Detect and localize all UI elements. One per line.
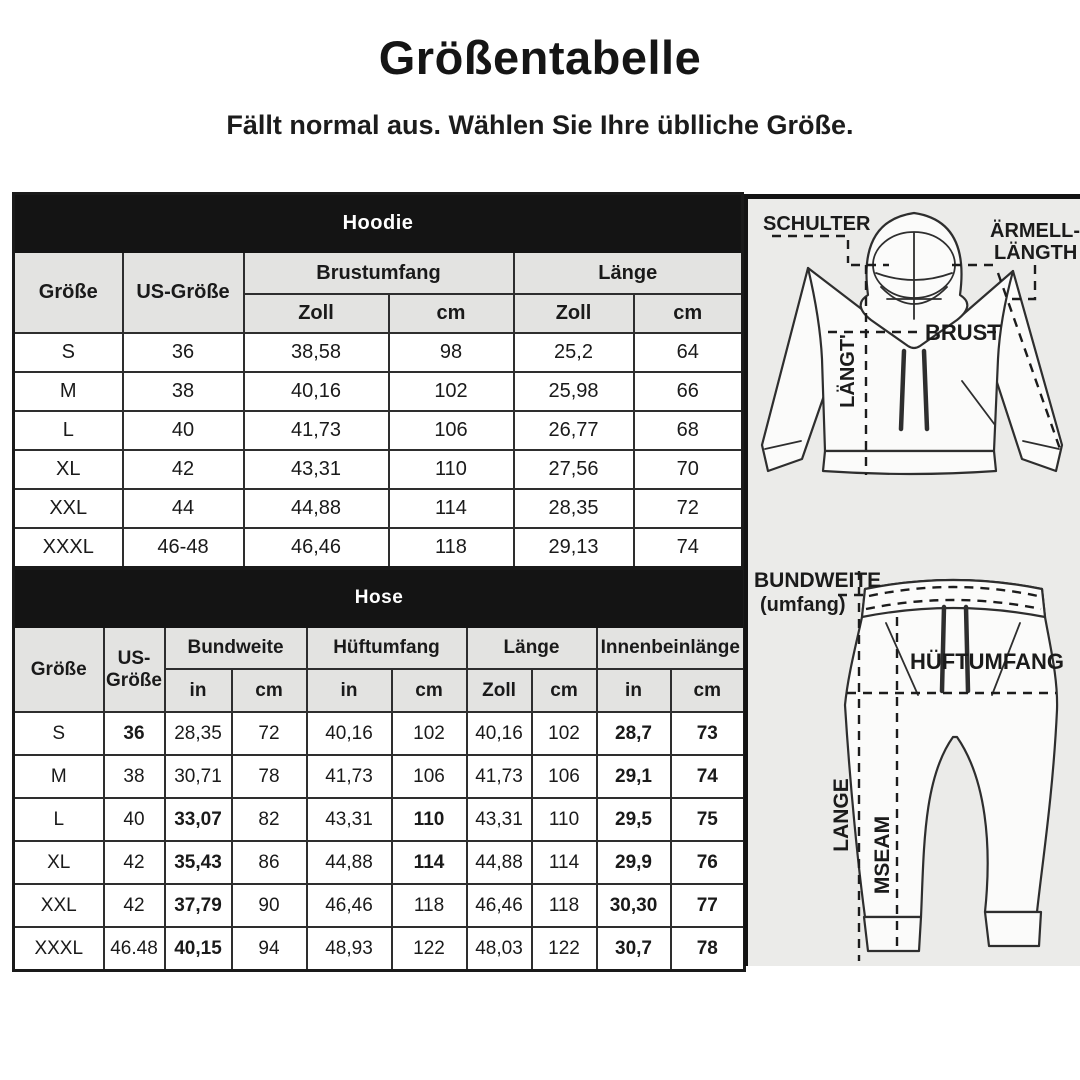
col-header-us-groesse: US-Größe (123, 252, 244, 333)
unit-header: in (307, 669, 392, 712)
table-cell: 77 (671, 884, 745, 927)
table-cell: 44 (123, 489, 244, 528)
table-cell: 40 (123, 411, 244, 450)
pants-right-cuff (985, 912, 1041, 946)
table-row (14, 927, 745, 971)
table-cell: XXXL (14, 528, 123, 568)
page-subtitle: Fällt normal aus. Wählen Sie Ihre üblliche Größe. (226, 110, 854, 140)
unit-header: Zoll (467, 669, 532, 712)
hoodie-table-title: Hoodie (14, 194, 743, 253)
table-cell: 40,15 (165, 927, 232, 971)
table-cell: 110 (392, 798, 467, 841)
table-cell: 36 (123, 333, 244, 372)
hoodie-hem (823, 451, 996, 474)
table-cell: 46,46 (307, 884, 392, 927)
table-cell: S (14, 712, 104, 755)
table-cell: 43,31 (307, 798, 392, 841)
table-cell: 122 (392, 927, 467, 971)
unit-header: cm (532, 669, 597, 712)
table-cell: 102 (392, 712, 467, 755)
table-cell: M (14, 755, 104, 798)
table-cell: 46,46 (244, 528, 389, 568)
table-cell: 114 (392, 841, 467, 884)
table-cell: M (14, 372, 123, 411)
table-cell: 78 (232, 755, 307, 798)
col-header-innenbeinlaenge: Innenbeinlänge (597, 627, 745, 669)
unit-header: cm (232, 669, 307, 712)
mseam-label: MSEAM (871, 815, 894, 895)
table-cell: XXXL (14, 927, 104, 971)
table-cell: 41,73 (467, 755, 532, 798)
table-cell: 66 (634, 372, 743, 411)
hose-table-body (14, 712, 745, 971)
pants-diagram (748, 565, 1080, 967)
table-cell: 37,79 (165, 884, 232, 927)
table-cell: 76 (671, 841, 745, 884)
col-header-us-groesse: US-Größe (104, 627, 165, 712)
table-cell: 33,07 (165, 798, 232, 841)
table-cell: 30,30 (597, 884, 671, 927)
table-cell: 29,9 (597, 841, 671, 884)
table-cell: 118 (392, 884, 467, 927)
table-cell: 48,93 (307, 927, 392, 971)
col-header-brustumfang: Brustumfang (244, 252, 514, 294)
table-cell: 86 (232, 841, 307, 884)
brust-label: BRUST (925, 320, 1001, 345)
table-cell: 29,13 (514, 528, 634, 568)
table-cell: 46-48 (123, 528, 244, 568)
table-cell: 25,2 (514, 333, 634, 372)
col-header-bundweite: Bundweite (165, 627, 307, 669)
table-cell: 28,7 (597, 712, 671, 755)
table-cell: L (14, 798, 104, 841)
table-cell: XXL (14, 489, 123, 528)
table-row (14, 528, 743, 568)
table-cell: 40,16 (307, 712, 392, 755)
table-cell: 118 (532, 884, 597, 927)
table-cell: 38,58 (244, 333, 389, 372)
unit-header: in (165, 669, 232, 712)
table-cell: 41,73 (244, 411, 389, 450)
table-cell: 46.48 (104, 927, 165, 971)
unit-header: cm (671, 669, 745, 712)
lange-label: LANGE (830, 778, 853, 852)
laengt-label: LÄNGT' (837, 334, 859, 408)
table-cell: S (14, 333, 123, 372)
table-cell: 64 (634, 333, 743, 372)
table-cell: 40,16 (244, 372, 389, 411)
table-cell: 68 (634, 411, 743, 450)
table-row (14, 798, 745, 841)
unit-header: Zoll (244, 294, 389, 333)
page-title: Größentabelle (378, 31, 702, 84)
table-cell: 73 (671, 712, 745, 755)
table-row (14, 755, 745, 798)
hoodie-diagram (748, 199, 1080, 565)
table-cell: 118 (389, 528, 514, 568)
table-cell: 40,16 (467, 712, 532, 755)
table-cell: 44,88 (244, 489, 389, 528)
pants-left-cuff (864, 917, 921, 951)
col-header-groesse: Größe (14, 627, 104, 712)
unit-header: cm (389, 294, 514, 333)
hoodie-table-body (14, 333, 743, 568)
table-cell: 38 (104, 755, 165, 798)
table-cell: 72 (232, 712, 307, 755)
table-cell: 106 (532, 755, 597, 798)
umfang-label: (umfang) (760, 594, 846, 616)
table-cell: 46,46 (467, 884, 532, 927)
hose-table-title-bar (14, 569, 745, 628)
aermellaength-label-line1: ÄRMELL- (990, 220, 1080, 242)
table-cell: 25,98 (514, 372, 634, 411)
table-cell: 110 (389, 450, 514, 489)
table-row (14, 841, 745, 884)
table-cell: 29,1 (597, 755, 671, 798)
table-cell: XL (14, 450, 123, 489)
table-row (14, 372, 743, 411)
hose-table-title: Hose (14, 569, 745, 628)
table-row (14, 450, 743, 489)
table-cell: L (14, 411, 123, 450)
hoodie-table-title-bar (14, 194, 743, 253)
table-row (14, 489, 743, 528)
table-cell: 70 (634, 450, 743, 489)
table-cell: 44,88 (467, 841, 532, 884)
table-cell: 98 (389, 333, 514, 372)
table-cell: XL (14, 841, 104, 884)
unit-header: cm (392, 669, 467, 712)
table-cell: 35,43 (165, 841, 232, 884)
table-cell: 82 (232, 798, 307, 841)
table-cell: 27,56 (514, 450, 634, 489)
table-cell: 114 (532, 841, 597, 884)
col-header-hueftumfang: Hüftumfang (307, 627, 467, 669)
bundweite-label: BUNDWEITE (754, 569, 882, 592)
aermellaength-label-line2: LÄNGTH (994, 242, 1078, 264)
hoodie-size-table (12, 192, 744, 569)
table-row (14, 333, 743, 372)
col-header-laenge: Länge (467, 627, 597, 669)
table-row (14, 884, 745, 927)
table-cell: 72 (634, 489, 743, 528)
hoodie-header-group-row (14, 252, 743, 294)
table-cell: 38 (123, 372, 244, 411)
table-cell: 44,88 (307, 841, 392, 884)
table-cell: 42 (104, 884, 165, 927)
table-cell: 94 (232, 927, 307, 971)
table-cell: 30,71 (165, 755, 232, 798)
table-cell: 74 (634, 528, 743, 568)
table-cell: 43,31 (467, 798, 532, 841)
table-cell: 42 (104, 841, 165, 884)
table-cell: 43,31 (244, 450, 389, 489)
table-cell: 41,73 (307, 755, 392, 798)
schulter-measure-line (772, 236, 848, 263)
schulter-label: SCHULTER (763, 213, 871, 235)
table-cell: 106 (389, 411, 514, 450)
table-cell: 28,35 (165, 712, 232, 755)
table-cell: 106 (392, 755, 467, 798)
table-cell: XXL (14, 884, 104, 927)
table-cell: 90 (232, 884, 307, 927)
table-cell: 78 (671, 927, 745, 971)
table-cell: 75 (671, 798, 745, 841)
table-row (14, 411, 743, 450)
unit-header: Zoll (514, 294, 634, 333)
unit-header: cm (634, 294, 743, 333)
table-cell: 114 (389, 489, 514, 528)
table-cell: 28,35 (514, 489, 634, 528)
table-cell: 29,5 (597, 798, 671, 841)
table-cell: 102 (389, 372, 514, 411)
table-cell: 110 (532, 798, 597, 841)
hueftumfang-label: HÜFTUMFANG (910, 649, 1064, 674)
table-cell: 122 (532, 927, 597, 971)
col-header-groesse: Größe (14, 252, 123, 333)
table-cell: 40 (104, 798, 165, 841)
col-header-laenge: Länge (514, 252, 743, 294)
table-cell: 26,77 (514, 411, 634, 450)
table-cell: 74 (671, 755, 745, 798)
table-cell: 30,7 (597, 927, 671, 971)
unit-header: in (597, 669, 671, 712)
table-cell: 42 (123, 450, 244, 489)
hose-size-table (12, 567, 746, 972)
hose-header-group-row (14, 627, 745, 669)
table-cell: 36 (104, 712, 165, 755)
hoodie-drawstrings (901, 351, 904, 429)
table-cell: 48,03 (467, 927, 532, 971)
measurement-diagram-panel (744, 194, 1080, 966)
table-cell: 102 (532, 712, 597, 755)
table-row (14, 712, 745, 755)
